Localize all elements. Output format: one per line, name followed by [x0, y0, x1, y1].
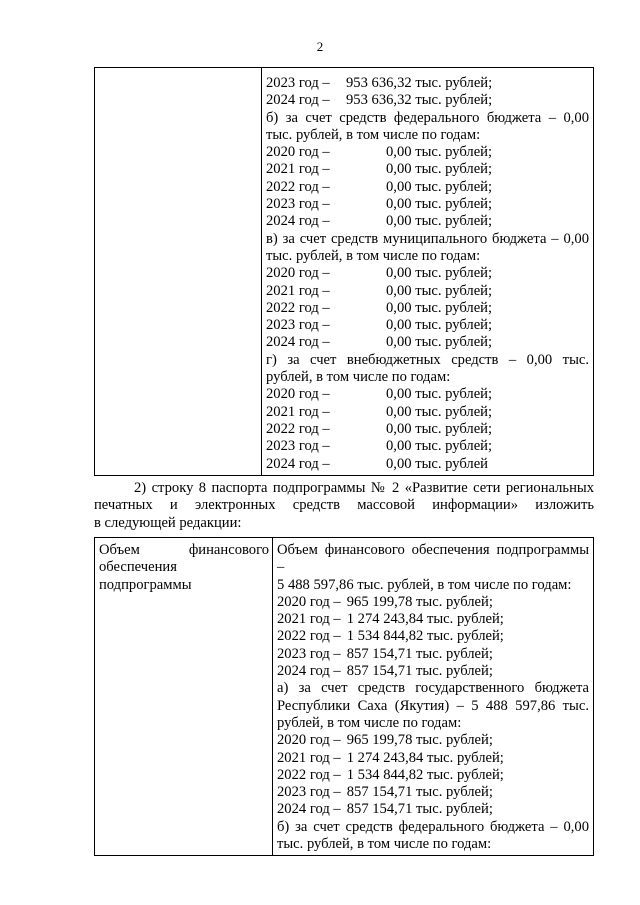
year-label: 2020 год –	[266, 144, 330, 161]
year-label: 2023 год –	[266, 196, 330, 213]
year-amount: 0,00 тыс. рублей;	[386, 161, 493, 178]
year-line	[266, 213, 589, 230]
year-amount: 953 636,32 тыс. рублей;	[346, 92, 493, 109]
year-amount: 0,00 тыс. рублей;	[386, 334, 493, 351]
year-amount: 965 199,78 тыс. рублей;	[346, 732, 493, 749]
year-amount: 857 154,71 тыс. рублей;	[346, 801, 493, 818]
year-label: 2024 год –	[266, 455, 330, 472]
year-amount: 953 636,32 тыс. рублей;	[346, 75, 493, 91]
year-label: 2023 год –	[277, 645, 341, 662]
year-amount: 857 154,71 тыс. рублей;	[346, 645, 493, 662]
municipal-heading-cont: тыс. рублей, в том числе по годам:	[266, 247, 481, 264]
year-label: 2024 год –	[277, 801, 341, 818]
paragraph-line-3: в следующей редакции:	[94, 514, 242, 531]
year-label: 2021 год –	[266, 282, 330, 299]
year-line	[277, 628, 589, 645]
year-amount: 857 154,71 тыс. рублей;	[346, 663, 493, 680]
table2-left-cell	[95, 538, 273, 856]
year-label: 2023 год –	[266, 75, 330, 91]
year-line	[266, 317, 589, 334]
year-amount: 1 534 844,82 тыс. рублей;	[346, 628, 504, 645]
year-amount: 0,00 тыс. рублей;	[386, 282, 493, 299]
year-label: 2021 год –	[277, 749, 341, 766]
total-heading-cont: 5 488 597,86 тыс. рублей, в том числе по годам:	[277, 576, 572, 593]
state-heading-cont: Республики Саха (Якутия) – 5 488 597,86 тыс.	[277, 697, 589, 714]
year-line	[266, 144, 589, 161]
year-amount: 1 274 243,84 тыс. рублей;	[346, 611, 504, 628]
municipal-heading: в) за счет средств муниципального бюджета – 0,00	[266, 230, 589, 247]
year-amount: 0,00 тыс. рублей;	[386, 178, 493, 195]
year-line	[266, 386, 589, 403]
row-label-line-3: подпрограммы	[99, 576, 192, 593]
year-line	[266, 196, 589, 213]
year-line	[277, 801, 589, 818]
total-heading: Объем финансового обеспечения подпрограммы –	[277, 542, 589, 576]
year-line	[266, 265, 589, 282]
year-label: 2024 год –	[266, 92, 330, 109]
year-line	[266, 421, 589, 438]
year-label: 2023 год –	[277, 784, 341, 801]
year-line	[277, 611, 589, 628]
table1-left-cell	[95, 68, 262, 476]
year-amount: 0,00 тыс. рублей;	[386, 144, 493, 161]
year-amount: 0,00 тыс. рублей;	[386, 386, 493, 403]
row-label-line-2: обеспечения	[99, 559, 177, 576]
year-label: 2021 год –	[266, 161, 330, 178]
year-label: 2022 год –	[266, 420, 330, 437]
year-line	[266, 456, 589, 473]
year-label: 2024 год –	[266, 213, 330, 230]
federal-heading-cont: тыс. рублей, в том числе по годам:	[277, 836, 492, 853]
year-label: 2022 год –	[266, 178, 330, 195]
year-amount: 0,00 тыс. рублей;	[386, 299, 493, 316]
year-label: 2022 год –	[277, 766, 341, 783]
year-amount: 0,00 тыс. рублей;	[386, 403, 493, 420]
table2-right-cell	[273, 538, 594, 856]
year-amount: 1 274 243,84 тыс. рублей;	[346, 749, 504, 766]
year-line	[266, 179, 589, 196]
year-label: 2020 год –	[277, 732, 341, 749]
year-amount: 1 534 844,82 тыс. рублей;	[346, 766, 504, 783]
extrabudget-heading-cont: рублей, в том числе по годам:	[266, 369, 451, 386]
extrabudget-heading: г) за счет внебюджетных средств – 0,00 тыс.	[266, 351, 589, 368]
year-line	[266, 404, 589, 421]
amendment-paragraph	[94, 480, 594, 532]
year-amount: 0,00 тыс. рублей;	[386, 420, 493, 437]
year-line	[266, 283, 589, 300]
year-line	[266, 161, 589, 178]
state-heading-cont-2: рублей, в том числе по годам:	[277, 714, 462, 731]
year-line	[266, 300, 589, 317]
year-label: 2024 год –	[277, 663, 341, 680]
year-line	[277, 646, 589, 663]
year-amount: 965 199,78 тыс. рублей;	[346, 593, 493, 610]
year-label: 2020 год –	[277, 593, 341, 610]
year-amount: 0,00 тыс. рублей;	[386, 213, 493, 230]
year-line	[266, 438, 589, 455]
year-label: 2020 год –	[266, 386, 330, 403]
row-label-line-1: Объем финансового	[99, 542, 269, 558]
year-label: 2020 год –	[266, 265, 330, 282]
passport-table-continuation	[94, 67, 594, 476]
year-line	[277, 663, 589, 680]
federal-heading-cont: тыс. рублей, в том числе по годам:	[266, 126, 481, 143]
year-amount: 0,00 тыс. рублей;	[386, 438, 493, 455]
year-label: 2023 год –	[266, 438, 330, 455]
year-label: 2022 год –	[266, 299, 330, 316]
year-label: 2021 год –	[266, 403, 330, 420]
passport-table-subprogram-2	[94, 537, 594, 856]
paragraph-line-2: печатных и электронных средств массовой информации» изложить	[94, 497, 594, 514]
federal-heading: б) за счет средств федерального бюджета – 0,00	[266, 109, 589, 126]
paragraph-line-1: 2) строку 8 паспорта подпрограммы № 2 «Развитие сети региональных	[134, 480, 594, 496]
year-line	[266, 334, 589, 351]
year-amount: 0,00 тыс. рублей;	[386, 196, 493, 213]
year-line	[277, 784, 589, 801]
year-line	[266, 92, 589, 109]
year-line	[277, 594, 589, 611]
year-amount: 0,00 тыс. рублей;	[386, 317, 493, 334]
table1-right-cell	[262, 68, 594, 476]
year-amount: 857 154,71 тыс. рублей;	[346, 784, 493, 801]
year-line	[277, 767, 589, 784]
year-label: 2021 год –	[277, 611, 341, 628]
year-amount: 0,00 тыс. рублей;	[386, 265, 493, 282]
year-amount: 0,00 тыс. рублей	[386, 455, 488, 472]
page-number: 2	[316, 39, 324, 54]
year-label: 2024 год –	[266, 334, 330, 351]
year-line	[266, 75, 589, 92]
year-label: 2022 год –	[277, 628, 341, 645]
year-label: 2023 год –	[266, 317, 330, 334]
federal-heading: б) за счет средств федерального бюджета – 0,00	[277, 818, 589, 835]
year-line	[277, 750, 589, 767]
state-heading: а) за счет средств государственного бюджета	[277, 680, 589, 697]
year-line	[277, 732, 589, 749]
